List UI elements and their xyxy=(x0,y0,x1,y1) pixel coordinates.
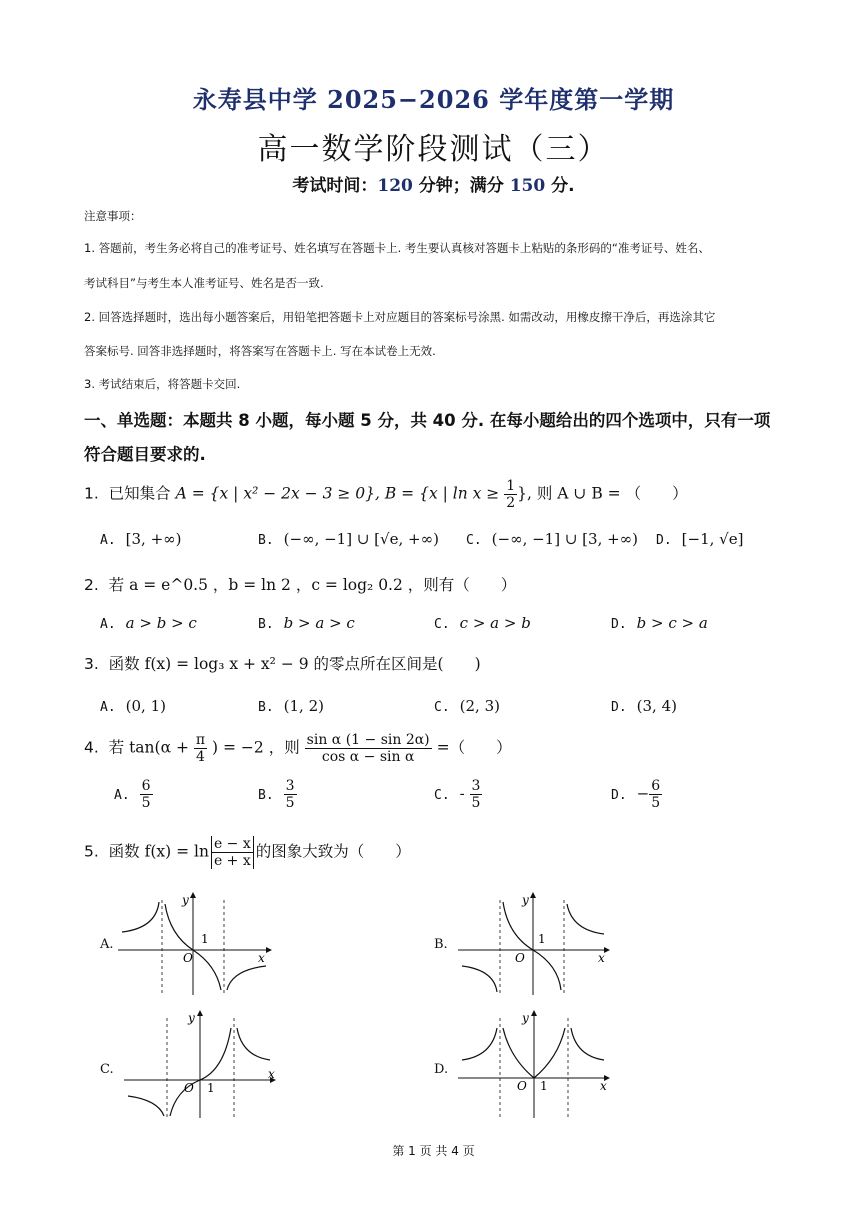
graph-a-x-label: x xyxy=(258,951,265,965)
q3-option-a[interactable] xyxy=(100,697,166,715)
graph-c-origin: O xyxy=(184,1081,194,1095)
score-suffix: 分. xyxy=(545,176,575,196)
graph-a-curve-left xyxy=(122,902,159,932)
q4-c-sign: - xyxy=(459,784,465,803)
exam-title: 高一数学阶段测试（三） xyxy=(257,132,610,167)
q3-value-c: (2, 3) xyxy=(459,697,500,715)
q1-key-b: B. xyxy=(258,533,274,548)
q4-d-den: 5 xyxy=(651,795,661,811)
graph-b-origin: O xyxy=(515,951,525,965)
q4-main-fraction xyxy=(305,732,432,765)
graph-a-one: 1 xyxy=(201,932,209,946)
graph-d-y-label: y xyxy=(522,1011,529,1025)
q2-key-d: D. xyxy=(611,617,627,632)
q1-fraction xyxy=(504,478,517,511)
q5-text-b: 的图象大致为（ ） xyxy=(255,842,411,861)
q1-value-a: [3, +∞) xyxy=(125,530,182,548)
page-footer: 第 1 页 共 4 页 xyxy=(392,1144,475,1158)
graph-b-x-arrow xyxy=(604,947,610,953)
q2-option-d[interactable] xyxy=(611,614,708,632)
q1-set-b-pre: , B = {x | ln x ≥ xyxy=(375,484,500,503)
graph-d-curve-left xyxy=(462,1028,497,1060)
q1-number: 1. xyxy=(84,484,99,503)
q2-key-b: B. xyxy=(258,617,274,632)
q5-graph-c[interactable] xyxy=(124,1008,284,1123)
note-1b: 考试科目”与考生本人准考证号、姓名是否一致. xyxy=(84,276,324,290)
q1-text: 已知集合 xyxy=(108,484,171,503)
q4-key-d: D. xyxy=(611,787,627,803)
q1-value-b: (−∞, −1] ∪ [√e, +∞) xyxy=(283,530,439,548)
q3-value-d: (3, 4) xyxy=(636,697,677,715)
q4-option-c[interactable] xyxy=(434,778,482,811)
exam-time-score xyxy=(0,171,867,196)
note-2b: 答案标号. 回答非选择题时，将答案写在答题卡上. 写在本试卷上无效. xyxy=(84,344,436,358)
q1-frac-num: 1 xyxy=(506,478,516,494)
q4-d-sign: − xyxy=(636,784,650,803)
q1-value-d: [−1, √e] xyxy=(681,530,744,548)
q4-option-b[interactable] xyxy=(258,778,297,811)
graph-d-origin: O xyxy=(517,1079,527,1093)
note-2a: 2. 回答选择题时，选出每小题答案后，用铅笔把答题卡上对应题目的答案标号涂黑. 如需改动，用橡皮擦干净后，再选涂其它 xyxy=(84,310,716,324)
q2-option-b[interactable] xyxy=(258,614,355,632)
score-value: 150 xyxy=(509,176,546,196)
q3-key-a: A. xyxy=(100,700,116,715)
graph-b-curve-left xyxy=(462,966,497,992)
q1-tail: , 则 A ∪ B = （ ） xyxy=(527,484,688,503)
q1-option-b[interactable] xyxy=(258,530,439,548)
q2-value-c: c > a > b xyxy=(459,614,531,632)
q2-option-a[interactable] xyxy=(100,614,197,632)
q5-option-a-label[interactable]: A. xyxy=(100,937,114,952)
graph-d-curve-right xyxy=(571,1028,604,1060)
notes-heading: 注意事项： xyxy=(84,209,142,223)
q3-value-a: (0, 1) xyxy=(125,697,166,715)
q1-key-a: A. xyxy=(100,533,116,548)
q4-text-a: 若 tan(α + xyxy=(108,738,189,757)
graph-b-y-arrow xyxy=(530,892,536,898)
q4-key-b: B. xyxy=(258,787,274,803)
q4-c-den: 5 xyxy=(471,795,481,811)
graph-b-curve-mid xyxy=(503,902,561,990)
q1-set-b-post: } xyxy=(517,484,528,503)
q4-key-a: A. xyxy=(114,787,130,803)
graph-a-x-arrow xyxy=(266,947,272,953)
q1-set-a: A = {x | x² − 2x − 3 ≥ 0} xyxy=(175,484,375,503)
question-2 xyxy=(84,573,516,595)
time-prefix: 考试时间： xyxy=(292,176,378,196)
q1-option-d[interactable] xyxy=(656,530,743,548)
graph-b-y-label: y xyxy=(522,893,529,907)
q3-value-b: (1, 2) xyxy=(283,697,324,715)
question-4 xyxy=(84,732,512,765)
question-5 xyxy=(84,836,411,869)
graph-d-y-arrow xyxy=(531,1010,537,1016)
q1-value-c: (−∞, −1] ∪ [3, +∞) xyxy=(491,530,639,548)
q4-number: 4. xyxy=(84,738,99,757)
q2-option-c[interactable] xyxy=(434,614,531,632)
q3-option-d[interactable] xyxy=(611,697,677,715)
q5-abs-bars xyxy=(211,836,254,869)
q4-pi-fraction xyxy=(194,732,207,765)
q1-option-c[interactable] xyxy=(466,530,638,548)
q2-value-d: b > c > a xyxy=(636,614,708,632)
q2-number: 2. xyxy=(84,576,99,594)
q4-pi-den: 4 xyxy=(196,749,205,765)
q4-b-den: 5 xyxy=(285,795,295,811)
q4-a-num: 6 xyxy=(141,778,151,794)
graph-b-one: 1 xyxy=(538,932,546,946)
q4-a-den: 5 xyxy=(141,795,151,811)
q3-key-b: B. xyxy=(258,700,274,715)
q2-value-a: a > b > c xyxy=(125,614,197,632)
q3-option-c[interactable] xyxy=(434,697,500,715)
q4-main-num: sin α (1 − sin 2α) xyxy=(306,732,430,748)
section-1-line-1: 一、单选题：本题共 8 小题，每小题 5 分，共 40 分. 在每小题给出的四个选项中，只有一项 xyxy=(84,411,771,430)
q4-frac-b xyxy=(284,778,297,811)
q5-option-b-label[interactable]: B. xyxy=(434,937,448,952)
q1-frac-den: 2 xyxy=(506,495,516,511)
q5-number: 5. xyxy=(84,842,99,861)
q1-key-d: D. xyxy=(656,533,672,548)
q2-key-c: C. xyxy=(434,617,450,632)
graph-c-one: 1 xyxy=(207,1081,215,1095)
time-mid: 分钟；满分 xyxy=(412,176,510,196)
graph-c-y-arrow xyxy=(197,1010,203,1016)
graph-c-x-label: x xyxy=(268,1067,275,1081)
note-1a: 1. 答题前，考生务必将自己的准考证号、姓名填写在答题卡上. 考生要认真核对答题卡上粘贴的条形码的“准考证号、姓名、 xyxy=(84,241,710,255)
graph-c-curve-left xyxy=(128,1096,164,1116)
q2-key-a: A. xyxy=(100,617,116,632)
q4-text-b: ) = −2 ，则 xyxy=(212,738,300,757)
q1-option-a[interactable] xyxy=(100,530,182,548)
q5-graph-d[interactable] xyxy=(458,1008,618,1123)
q2-text: 若 a = e^0.5 ，b = ln 2 ，c = log₂ 0.2 ，则有（ ） xyxy=(108,576,517,594)
q4-frac-d xyxy=(649,778,662,811)
graph-b-x-label: x xyxy=(598,951,605,965)
q4-option-a[interactable] xyxy=(114,778,153,811)
q4-frac-c xyxy=(470,778,483,811)
q5-abs-fraction xyxy=(212,836,253,869)
q3-key-d: D. xyxy=(611,700,627,715)
section-1-line-2: 符合题目要求的. xyxy=(84,445,206,464)
q5-graph-a[interactable] xyxy=(118,890,278,1000)
q5-abs-num: e − x xyxy=(213,836,251,852)
graph-a-y-label: y xyxy=(182,893,189,907)
q4-frac-a xyxy=(140,778,153,811)
question-3 xyxy=(84,652,481,674)
q4-c-num: 3 xyxy=(471,778,481,794)
graph-a-curve-right xyxy=(227,966,266,990)
q4-option-d[interactable] xyxy=(611,778,662,811)
q5-option-d-label[interactable]: D. xyxy=(434,1062,449,1077)
graph-a-origin: O xyxy=(183,951,193,965)
graph-d-one: 1 xyxy=(540,1079,548,1093)
q3-key-c: C. xyxy=(434,700,450,715)
note-3: 3. 考试结束后，将答题卡交回. xyxy=(84,377,241,391)
q3-text: 函数 f(x) = log₃ x + x² − 9 的零点所在区间是( ) xyxy=(108,655,481,673)
graph-d-x-label: x xyxy=(600,1079,607,1093)
graph-a-y-arrow xyxy=(190,892,196,898)
school-name: 永寿县中学 2025−2026 学年度第一学期 xyxy=(192,85,675,114)
q3-option-b[interactable] xyxy=(258,697,324,715)
q1-key-c: C. xyxy=(466,533,482,548)
q2-value-b: b > a > c xyxy=(283,614,355,632)
graph-c-y-label: y xyxy=(188,1011,195,1025)
q3-number: 3. xyxy=(84,655,99,673)
q5-option-c-label[interactable]: C. xyxy=(100,1062,114,1077)
q4-d-num: 6 xyxy=(651,778,661,794)
question-1 xyxy=(84,478,688,511)
q4-text-c: =（ ） xyxy=(436,738,512,757)
q4-b-num: 3 xyxy=(285,778,295,794)
q4-main-den: cos α − sin α xyxy=(321,749,415,765)
graph-c-curve-right xyxy=(237,1028,270,1060)
time-value: 120 xyxy=(377,176,413,196)
q5-graph-b[interactable] xyxy=(458,890,618,1000)
q4-pi-num: π xyxy=(195,732,206,748)
graph-b-curve-right xyxy=(567,904,604,934)
q5-text-a: 函数 f(x) = ln xyxy=(108,842,209,861)
q5-abs-den: e + x xyxy=(213,853,251,869)
q4-key-c: C. xyxy=(434,787,450,803)
